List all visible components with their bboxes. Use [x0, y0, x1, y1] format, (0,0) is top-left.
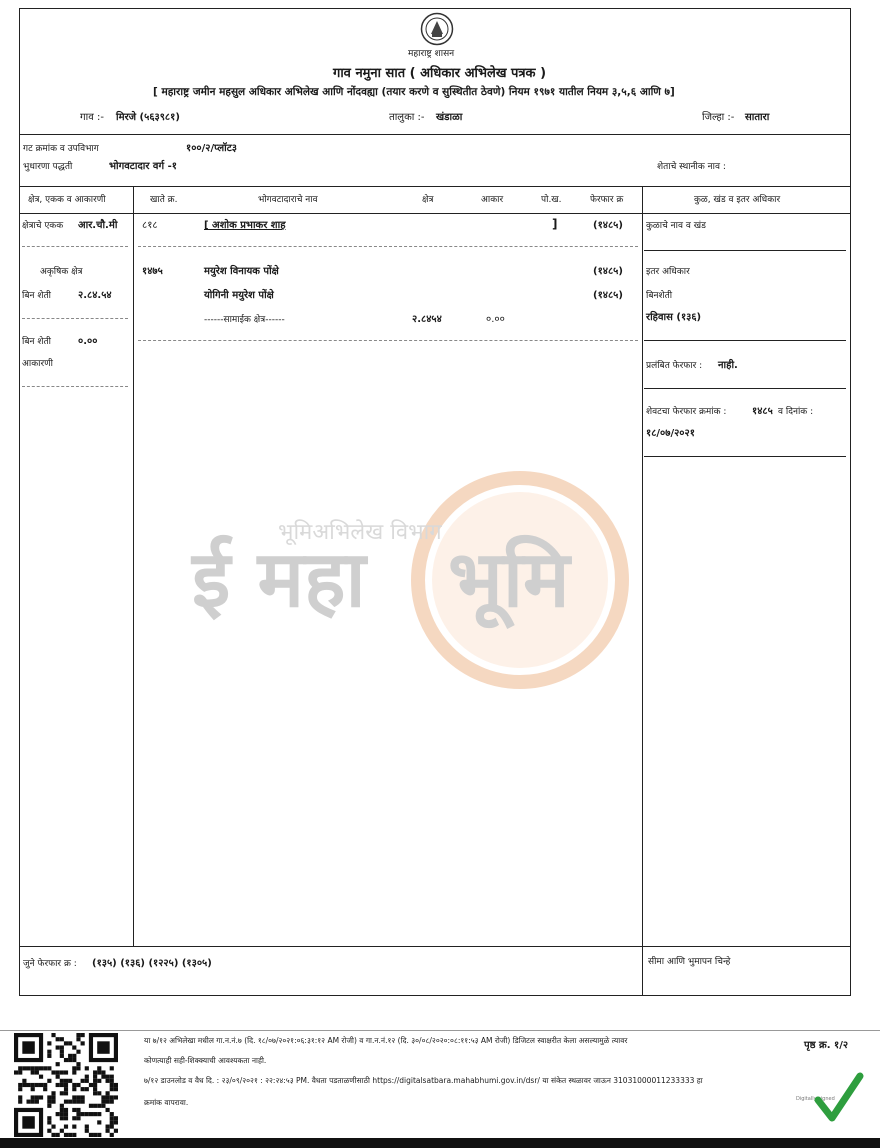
page-subtitle: [ महाराष्ट्र जमीन महसुल अधिकार अभिलेख आणि नोंदवह्या (तयार करणे व सुस्थितीत ठेवणे) नियम १९७१ यातील नियम ३,५,६ आणि ७] [153, 86, 675, 98]
dashed-divider [138, 340, 638, 341]
district-value: सातारा [745, 112, 770, 123]
residential-value: रहिवास (१३६) [646, 312, 702, 323]
tenure-label: भुधारणा पद्धती [23, 162, 73, 172]
local-name-label: शेताचे स्थानीक नाव : [657, 162, 726, 172]
boundary-label: सीमा आणि भुमापन चिन्हे [648, 957, 731, 967]
col-header-area-unit: क्षेत्र, एकक व आकारणी [28, 195, 106, 205]
common-assessment-value: ०.०० [486, 314, 505, 325]
district-label: जिल्हा :- [702, 112, 735, 123]
right-divider [644, 388, 846, 389]
other-rights-label: इतर अधिकार [646, 267, 690, 277]
table-header-bottom [19, 213, 851, 214]
table-top [19, 186, 851, 187]
date-label: व दिनांक : [778, 407, 814, 417]
pending-mutation-value: नाही. [718, 360, 738, 371]
col-header-rights: कुळ, खंड व इतर अधिकार [694, 195, 781, 205]
digital-signature-note-2: कोणत्याही सही-शिक्क्याची आवश्यकता नाही. [144, 1056, 267, 1065]
common-area-label: ------सामाईक क्षेत्र------ [204, 315, 285, 325]
tenure-value: भोगवटादार वर्ग -१ [109, 161, 177, 172]
unit-value: आर.चौ.मी [78, 220, 118, 231]
divider [19, 134, 851, 135]
village-value: मिरजे (५६३९८१) [116, 112, 180, 123]
taluka-label: तालुका :- [389, 112, 425, 123]
col-header-area: क्षेत्र [422, 195, 434, 205]
verification-note-1: ७/१२ डाउनलोड व वैध दि. : २३/०९/२०२१ : २२:२४:५३ PM. वैधता पडताळणीसाठी https://digitalsatbara.mahabhumi.gov.in/dsr/ या संकेत स्थळावर जाऊन 31031000011233333 हा [144, 1076, 703, 1085]
dashed-divider [22, 318, 128, 319]
pending-mutation-label: प्रलंबित फेरफार : [646, 361, 703, 371]
row1-bracket: ] [552, 217, 558, 231]
govt-label: महाराष्ट्र शासन [408, 49, 455, 59]
watermark-subtitle: भूमिअभिलेख विभाग [278, 520, 442, 545]
col-header-pokh: पो.ख. [541, 195, 562, 205]
last-mutation-value: १४८५ [752, 406, 773, 417]
row3-holder-name: योगिनी मयुरेश पोंक्षे [204, 290, 274, 301]
checkmark-icon [814, 1072, 864, 1124]
right-divider [644, 456, 846, 457]
digital-signature-note-1: या ७/१२ अभिलेखा मधील गा.न.नं.७ (दि. १८/०७/२०२१:०६:३१:१२ AM रोजी) व गा.न.नं.१२ (दि. ३०/०८/२०२०:०८:११:५३ AM रोजी) डिजिटल स्वाक्षरीत केला असल्यामुळे त्यावर [144, 1036, 628, 1045]
col-header-holder: भोगवटादाराचे नाव [258, 195, 318, 205]
footer-top [19, 946, 851, 947]
qr-code [14, 1032, 118, 1138]
kul-label: कुळाचे नाव व खंड [646, 221, 706, 231]
common-area-value: २.८४५४ [412, 314, 442, 325]
nonagri-area-label: अकृषिक क्षेत्र [40, 267, 83, 277]
row2-account: १४७५ [142, 266, 163, 277]
right-divider [644, 250, 846, 251]
last-mutation-date: १८/०७/२०२१ [646, 428, 695, 439]
row2-holder-name: मयुरेश विनायक पोंक्षे [204, 266, 279, 277]
col-divider [642, 186, 643, 996]
unit-label: क्षेत्राचे एकक [22, 221, 64, 231]
right-divider [644, 340, 846, 341]
col-header-mutation: फेरफार क्र [590, 195, 624, 205]
last-mutation-label: शेवटचा फेरफार क्रमांक : [646, 407, 727, 417]
bottom-bar [0, 1138, 880, 1148]
watermark-circle-text: भूमि [448, 535, 570, 625]
bottom-separator [0, 1030, 880, 1031]
page-title: गाव नमुना सात ( अधिकार अभिलेख पत्रक ) [333, 66, 547, 81]
maharashtra-seal-icon [420, 12, 454, 46]
akarani-label: आकारणी [22, 359, 53, 369]
col-header-account: खाते क्र. [150, 195, 178, 205]
col-header-assessment: आकार [481, 195, 504, 205]
gat-value: १००/२/प्लॉट३ [186, 143, 237, 154]
row1-account: ८१८ [142, 220, 158, 231]
row1-holder-name: [ अशोक प्रभाकर शाह [204, 220, 286, 231]
dashed-divider [22, 386, 128, 387]
dashed-divider [22, 246, 128, 247]
col-divider [133, 186, 134, 946]
bin-sheti-value-2: ०.०० [78, 336, 98, 347]
verification-note-2: क्रमांक वापरावा. [144, 1098, 189, 1107]
row3-mutation: (१४८५) [593, 290, 623, 301]
old-mutation-values: (१३५) (१३६) (१२२५) (१३०५) [92, 958, 212, 969]
binsheti-label: बिनशेती [646, 291, 673, 301]
village-label: गाव :- [80, 112, 104, 123]
document-frame [19, 8, 851, 996]
old-mutation-label: जुने फेरफार क्र : [23, 959, 77, 969]
row1-mutation: (१४८५) [593, 220, 623, 231]
row2-mutation: (१४८५) [593, 266, 623, 277]
page-number: पृष्ठ क्र. १/२ [804, 1040, 849, 1051]
dashed-divider [138, 246, 638, 247]
gat-label: गट क्रमांक व उपविभाग [23, 144, 99, 154]
bin-sheti-value: २.८४.५४ [78, 290, 112, 301]
bin-sheti-label: बिन शेती [22, 291, 51, 301]
signature-caption: Digitally signed [796, 1096, 835, 1102]
bin-sheti-label-2: बिन शेती [22, 337, 51, 347]
watermark-main-text: ई महा [192, 535, 366, 625]
taluka-value: खंडाळा [436, 112, 463, 123]
